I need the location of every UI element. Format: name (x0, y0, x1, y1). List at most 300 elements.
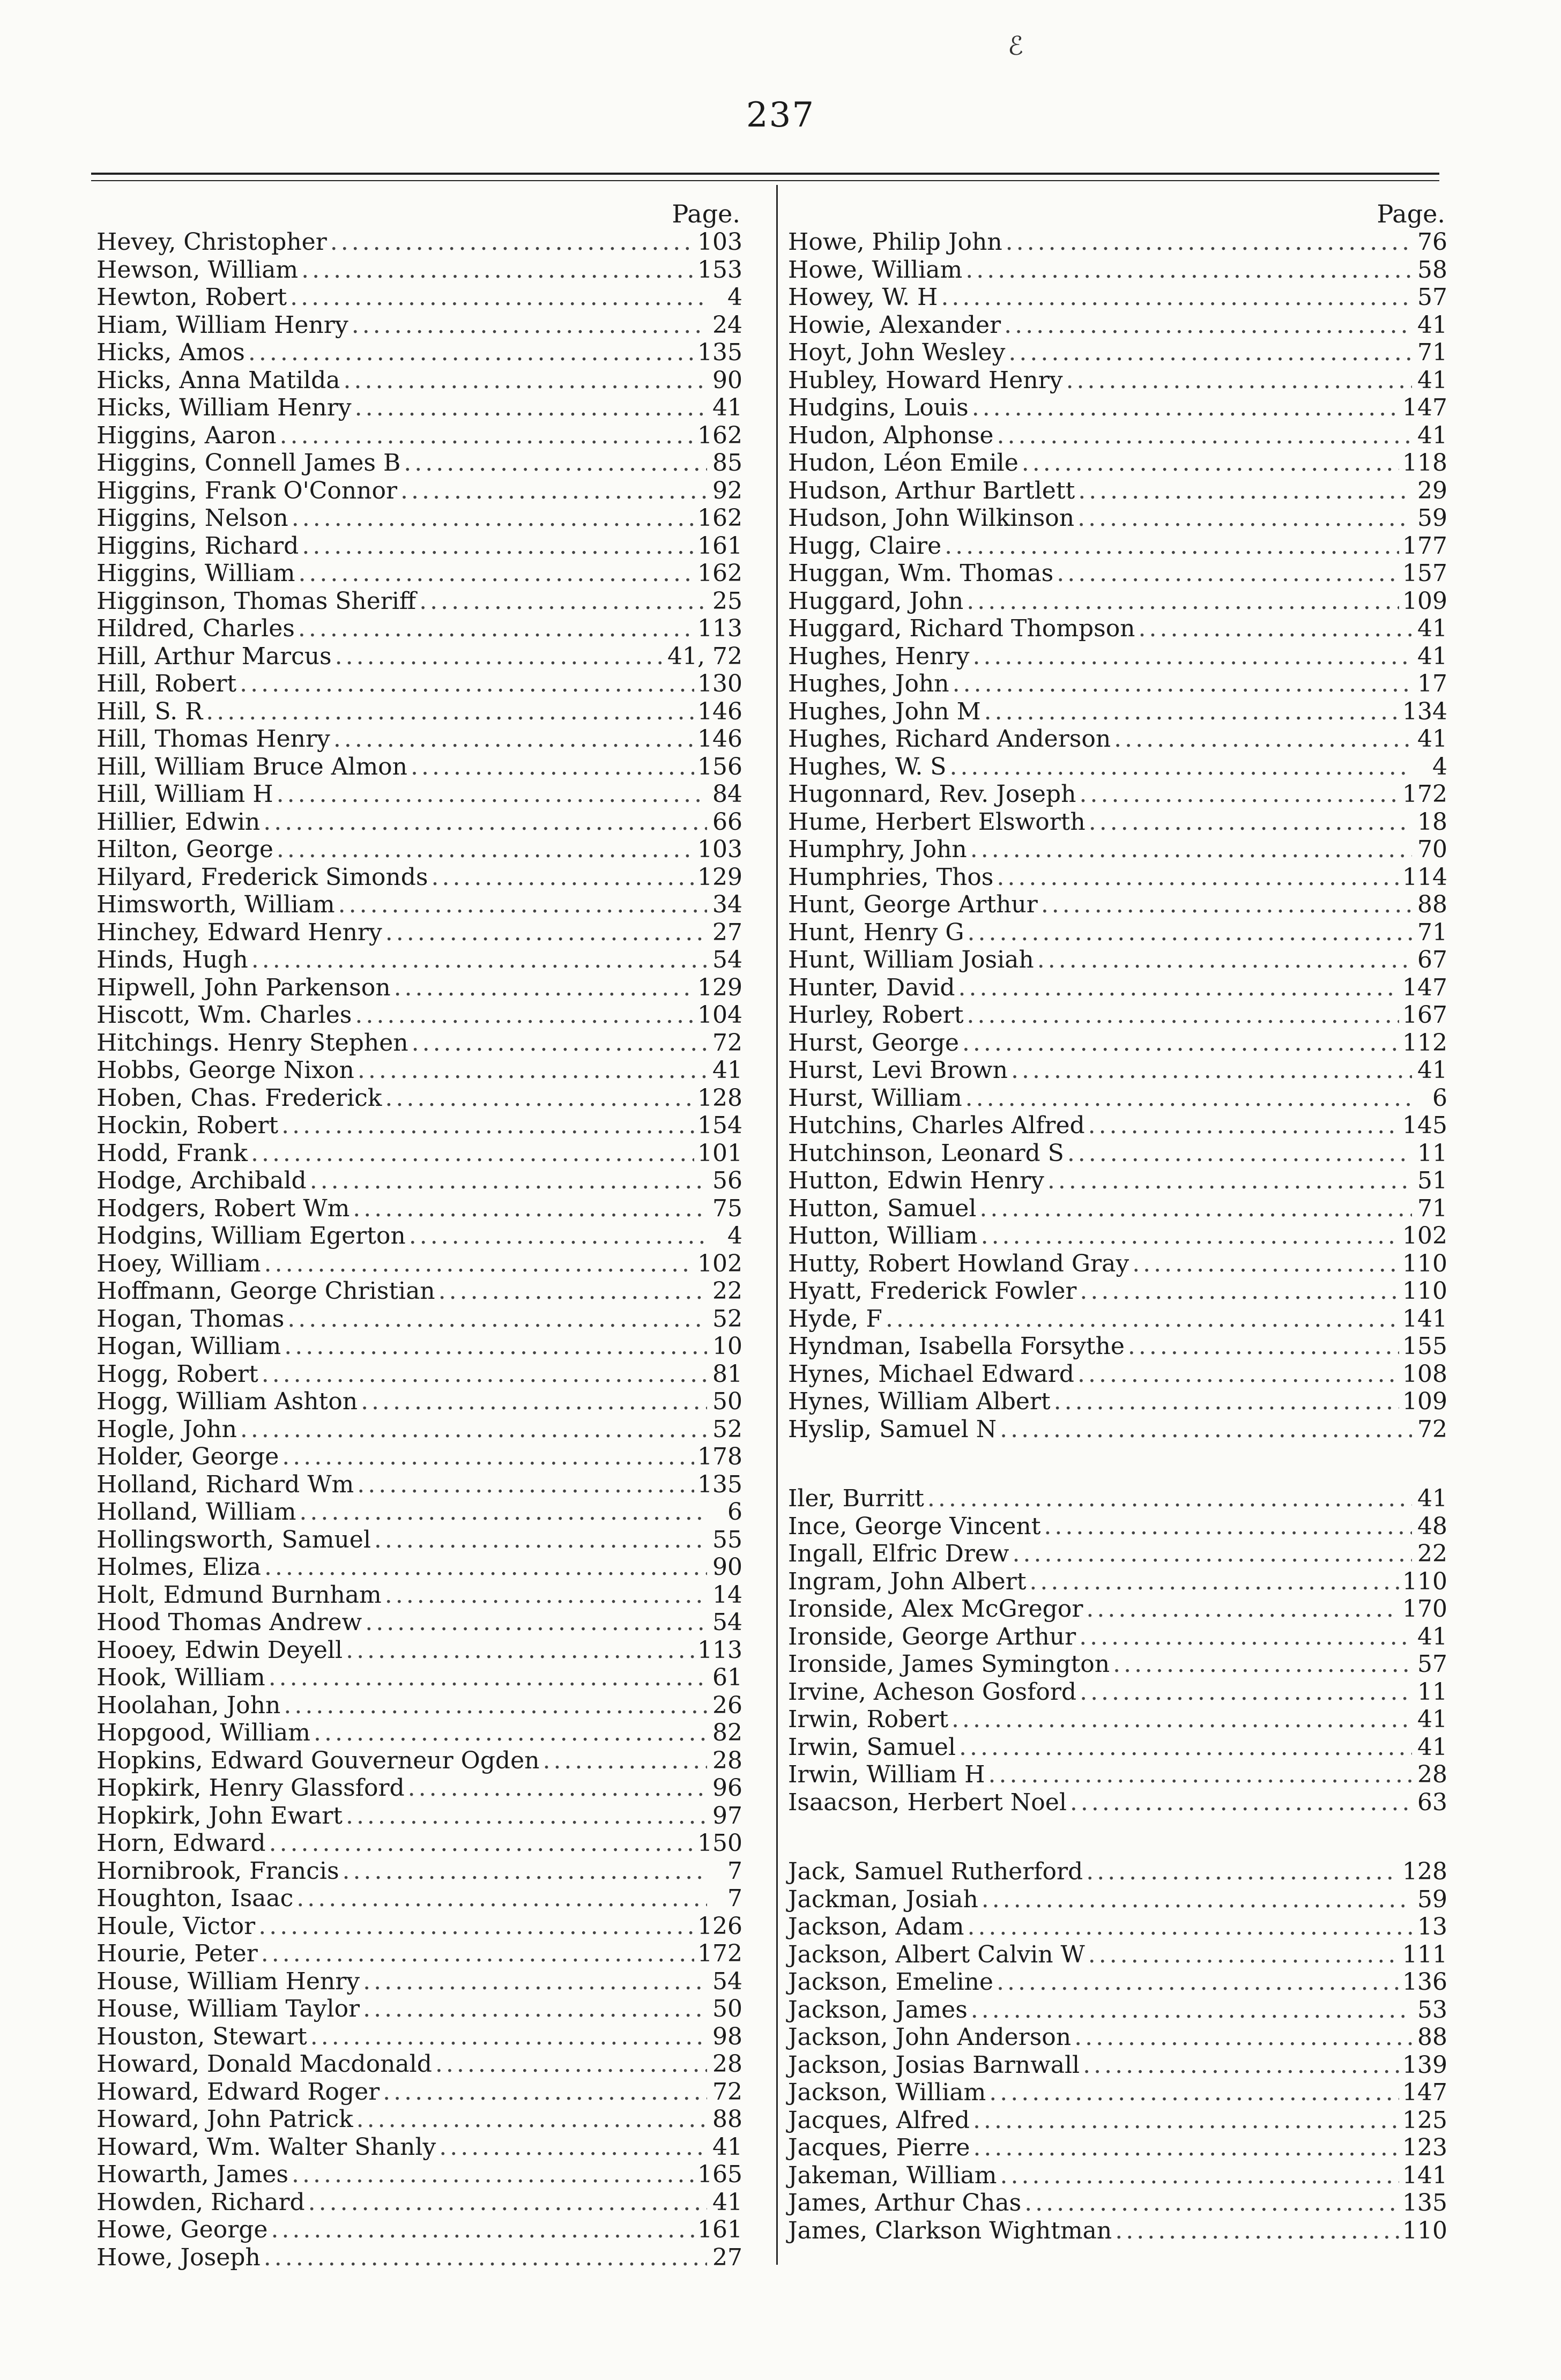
entry-name: Higgins, Richard (96, 532, 299, 560)
entry-page: 41 (1417, 1706, 1447, 1733)
entry-page: 72 (1417, 1415, 1447, 1443)
dot-leader (945, 532, 1399, 560)
index-entry (96, 974, 742, 1002)
dot-leader (361, 1388, 707, 1416)
entry-page: 27 (712, 2243, 742, 2271)
entry-name: House, William Henry (96, 1967, 360, 1995)
index-entry (96, 477, 742, 505)
dot-leader (338, 891, 707, 919)
entry-page: 57 (1417, 284, 1447, 311)
entry-page: 103 (697, 836, 742, 863)
entry-page: 112 (1402, 1029, 1447, 1057)
entry-name: Hudson, Arthur Bartlett (788, 477, 1075, 504)
entry-name: Howard, Donald Macdonald (96, 2050, 432, 2078)
dot-leader (1079, 1623, 1412, 1651)
entry-name: Huggard, John (788, 587, 964, 615)
index-entry (788, 532, 1447, 560)
entry-name: Hewson, William (96, 256, 299, 284)
dot-leader (314, 1719, 707, 1747)
index-entry (788, 1167, 1447, 1195)
dot-leader (965, 1084, 1412, 1112)
index-entry (96, 1885, 742, 1913)
dot-leader (1080, 1277, 1399, 1305)
entry-page: 110 (1402, 1567, 1447, 1595)
entry-page: 66 (712, 808, 742, 836)
dot-leader (967, 919, 1412, 947)
index-entry (788, 1913, 1447, 1941)
dot-leader (1012, 1540, 1412, 1568)
index-entry (96, 836, 742, 864)
entry-name: Hinchey, Edward Henry (96, 918, 382, 946)
entry-name: Hughes, Henry (788, 642, 970, 670)
entry-name: Hogg, Robert (96, 1360, 258, 1388)
dot-leader (385, 1581, 707, 1609)
entry-name: Hill, Thomas Henry (96, 725, 330, 753)
entry-page: 161 (697, 532, 742, 560)
dot-leader (997, 422, 1412, 450)
dot-leader (973, 2107, 1399, 2134)
dot-leader (264, 1250, 694, 1278)
index-entry (788, 1761, 1447, 1789)
index-entry (788, 477, 1447, 505)
entry-name: Hyslip, Samuel N (788, 1415, 997, 1443)
entry-page: 97 (712, 1802, 742, 1829)
index-entry (96, 780, 742, 808)
entry-page: 41 (1417, 642, 1447, 670)
index-entry (96, 753, 742, 781)
entry-name: Howe, Philip John (788, 228, 1002, 256)
entry-page: 41 (712, 2188, 742, 2216)
index-entry (96, 2023, 742, 2051)
entry-name: Howey, W. H (788, 284, 938, 311)
entry-page: 162 (697, 421, 742, 449)
entry-page: 98 (712, 2022, 742, 2050)
index-entry (96, 1857, 742, 1885)
entry-page: 71 (1417, 1194, 1447, 1222)
entry-page: 82 (712, 1719, 742, 1746)
dot-leader (972, 643, 1412, 671)
entry-page: 129 (697, 863, 742, 891)
page-column-label: Page. (672, 199, 740, 228)
entry-page: 55 (712, 1526, 742, 1553)
dot-leader (927, 1485, 1412, 1513)
entry-name: Hildred, Charles (96, 615, 295, 642)
dot-leader (438, 1277, 707, 1305)
entry-name: Hicks, William Henry (96, 394, 352, 421)
dot-leader (1029, 1568, 1399, 1596)
entry-page: 125 (1402, 2106, 1447, 2134)
dot-leader (298, 615, 694, 643)
index-entry (788, 504, 1447, 532)
dot-leader (277, 836, 694, 864)
entry-page: 41 (1417, 1623, 1447, 1650)
dot-leader (1139, 615, 1412, 643)
index-entry (96, 643, 742, 671)
entry-page: 88 (1417, 891, 1447, 918)
index-entry (96, 2133, 742, 2161)
dot-leader (988, 1761, 1412, 1789)
index-entry (788, 394, 1447, 422)
entry-name: Humphry, John (788, 836, 967, 863)
index-entry (96, 2189, 742, 2217)
entry-page: 75 (712, 1194, 742, 1222)
dot-leader (952, 1706, 1412, 1734)
dot-leader (982, 1886, 1412, 1914)
entry-page: 54 (712, 946, 742, 973)
entry-page: 147 (1402, 2079, 1447, 2106)
dot-leader (971, 1996, 1412, 2024)
entry-name: Hurst, George (788, 1029, 959, 1057)
index-entry (96, 1305, 742, 1333)
entry-name: Hudson, John Wilkinson (788, 504, 1075, 532)
dot-leader (383, 2078, 707, 2106)
index-entry (96, 1277, 742, 1305)
entry-name: Hiscott, Wm. Charles (96, 1001, 352, 1029)
entry-name: Hicks, Amos (96, 339, 245, 366)
index-entry (96, 2244, 742, 2272)
entry-page: 67 (1417, 946, 1447, 973)
entry-name: Hook, William (96, 1664, 265, 1691)
index-entry (96, 532, 742, 560)
index-entry (96, 698, 742, 726)
dot-leader (358, 1057, 707, 1084)
entry-page: 56 (712, 1167, 742, 1194)
entry-name: Hodgins, William Egerton (96, 1222, 406, 1250)
entry-name: Irwin, Samuel (788, 1733, 956, 1761)
index-entry (96, 1222, 742, 1250)
index-entry (96, 1333, 742, 1360)
index-entry (96, 1581, 742, 1609)
dot-leader (1057, 560, 1399, 587)
entry-page: 141 (1402, 1305, 1447, 1333)
entry-page: 57 (1417, 1650, 1447, 1678)
dot-leader (310, 1167, 707, 1195)
entry-name: Iler, Burritt (788, 1485, 924, 1512)
index-entry (96, 1913, 742, 1940)
entry-name: Hill, Arthur Marcus (96, 642, 332, 670)
entry-page: 18 (1417, 808, 1447, 836)
index-entry (788, 864, 1447, 891)
dot-leader (1088, 1941, 1399, 1969)
index-entry (788, 256, 1447, 284)
entry-page: 92 (712, 477, 742, 504)
entry-page: 53 (1417, 1996, 1447, 2024)
index-entry (788, 1305, 1447, 1333)
dot-leader (258, 1913, 694, 1940)
index-entry (96, 560, 742, 587)
entry-page: 61 (712, 1664, 742, 1691)
index-entry (788, 836, 1447, 864)
index-entry (96, 1001, 742, 1029)
index-entry (788, 670, 1447, 698)
index-entry (96, 1140, 742, 1167)
entry-name: Howe, Joseph (96, 2243, 261, 2271)
dot-leader (261, 1940, 694, 1968)
entry-page: 172 (1402, 780, 1447, 808)
entry-page: 146 (697, 697, 742, 725)
entry-page: 50 (712, 1995, 742, 2022)
entry-page: 113 (697, 615, 742, 642)
entry-name: Hurst, Levi Brown (788, 1057, 1008, 1084)
index-entry (788, 1650, 1447, 1678)
index-entry (96, 1553, 742, 1581)
dot-leader (355, 1001, 694, 1029)
dot-leader (1114, 725, 1412, 753)
index-entry (788, 891, 1447, 919)
index-entry (788, 1886, 1447, 1914)
dot-leader (251, 946, 707, 974)
dot-leader (301, 256, 694, 284)
dot-leader (959, 1734, 1412, 1761)
entry-name: Higgins, Connell James B (96, 449, 401, 477)
dot-leader (330, 228, 694, 256)
entry-name: Jackson, Josias Barnwall (788, 2051, 1080, 2079)
dot-leader (981, 1222, 1399, 1250)
dot-leader (292, 504, 694, 532)
entry-name: Hill, William H (96, 780, 273, 808)
entry-name: Holder, George (96, 1443, 279, 1470)
entry-page: 6 (1432, 1084, 1447, 1112)
index-entry (96, 504, 742, 532)
index-entry (96, 2106, 742, 2133)
entry-page: 51 (1417, 1167, 1447, 1194)
entry-name: Hunt, William Josiah (788, 946, 1034, 973)
entry-name: Irvine, Acheson Gosford (788, 1678, 1077, 1706)
dot-leader (886, 1305, 1399, 1333)
entry-name: Hutton, Samuel (788, 1194, 977, 1222)
dot-leader (264, 1553, 707, 1581)
index-entry (788, 228, 1447, 256)
entry-name: Higgins, William (96, 560, 295, 587)
entry-page: 129 (697, 973, 742, 1001)
dot-leader (269, 1664, 707, 1692)
entry-page: 135 (1402, 2189, 1447, 2217)
entry-name: Hutton, Edwin Henry (788, 1167, 1044, 1194)
dot-leader (1008, 339, 1412, 367)
entry-page: 76 (1417, 228, 1447, 256)
dot-leader (1128, 1333, 1399, 1360)
index-entry (788, 1333, 1447, 1360)
entry-name: Hutchins, Charles Alfred (788, 1112, 1085, 1139)
entry-name: Hunt, George Arthur (788, 891, 1038, 918)
entry-name: Howard, John Patrick (96, 2106, 353, 2133)
entry-page: 178 (697, 1443, 742, 1470)
index-entry (788, 2051, 1447, 2079)
entry-page: 52 (712, 1305, 742, 1333)
dot-leader (404, 449, 707, 477)
entry-page: 54 (712, 1609, 742, 1636)
dot-leader (284, 1692, 707, 1720)
index-entry (788, 753, 1447, 781)
index-entry (788, 311, 1447, 339)
index-entry (788, 1858, 1447, 1886)
index-entry (96, 864, 742, 891)
index-entry (96, 919, 742, 947)
entry-name: Hopkirk, John Ewart (96, 1802, 343, 1829)
entry-page: 128 (697, 1084, 742, 1112)
entry-page: 4 (1432, 753, 1447, 780)
entry-page: 41 (1417, 311, 1447, 339)
dot-leader (343, 367, 707, 395)
page-number: 237 (746, 95, 815, 135)
entry-page: 4 (727, 1222, 742, 1250)
index-entry (788, 808, 1447, 836)
dot-leader (282, 1443, 694, 1471)
entry-name: Hudon, Léon Emile (788, 449, 1019, 477)
entry-name: Jackson, Adam (788, 1913, 964, 1940)
index-entry (788, 946, 1447, 974)
dot-leader (363, 1968, 707, 1996)
entry-page: 72 (712, 1029, 742, 1057)
entry-page: 157 (1402, 560, 1447, 587)
index-entry (788, 2189, 1447, 2217)
dot-leader (411, 753, 694, 781)
entry-name: James, Arthur Chas (788, 2189, 1022, 2217)
index-entry (96, 2161, 742, 2189)
page-column-label: Page. (1377, 199, 1445, 228)
entry-page: 162 (697, 560, 742, 587)
entry-page: 111 (1402, 1940, 1447, 1968)
entry-name: Hoolahan, John (96, 1691, 281, 1719)
index-entry (788, 919, 1447, 947)
entry-name: Howard, Wm. Walter Shanly (96, 2133, 436, 2161)
entry-page: 101 (697, 1139, 742, 1167)
dot-leader (967, 1001, 1399, 1029)
index-entry (788, 2107, 1447, 2134)
entry-name: Howe, William (788, 256, 963, 284)
dot-leader (408, 1774, 707, 1802)
index-entry (96, 1940, 742, 1968)
entry-page: 4 (727, 284, 742, 311)
index-entry (788, 698, 1447, 726)
dot-leader (979, 1195, 1412, 1223)
entry-page: 135 (697, 339, 742, 366)
entry-page: 63 (1417, 1788, 1447, 1816)
entry-page: 85 (712, 449, 742, 477)
entry-page: 59 (1417, 1885, 1447, 1913)
index-entry (96, 311, 742, 339)
entry-page: 155 (1402, 1333, 1447, 1360)
index-entry (96, 1747, 742, 1775)
dot-leader (1070, 1789, 1412, 1817)
index-entry (788, 1623, 1447, 1651)
index-entry (96, 367, 742, 395)
index-entry (96, 1029, 742, 1057)
index-entry (96, 1360, 742, 1388)
dot-leader (1078, 477, 1412, 505)
dot-leader (941, 284, 1412, 311)
entry-page: 154 (697, 1112, 742, 1139)
entry-name: Hitchings. Henry Stephen (96, 1029, 408, 1057)
index-entry (788, 449, 1447, 477)
entry-name: Holland, Richard Wm (96, 1470, 354, 1498)
entry-name: Hyde, F (788, 1305, 882, 1333)
index-entry (788, 1029, 1447, 1057)
header-rule (91, 173, 1439, 175)
index-entry (96, 2216, 742, 2244)
dot-leader (400, 477, 707, 505)
dot-leader (1041, 891, 1412, 919)
dot-leader (409, 1222, 707, 1250)
dot-leader (989, 2079, 1399, 2107)
dot-leader (972, 394, 1399, 422)
entry-page: 41 (1417, 421, 1447, 449)
index-entry (96, 808, 742, 836)
entry-page: 25 (712, 587, 742, 615)
entry-page: 135 (697, 1470, 742, 1498)
entry-page: 14 (712, 1581, 742, 1609)
dot-leader (385, 1084, 694, 1112)
index-entry (788, 615, 1447, 643)
entry-page: 113 (697, 1636, 742, 1664)
entry-page: 28 (1417, 1761, 1447, 1788)
column-divider (776, 185, 778, 2265)
dot-leader (308, 2189, 707, 2217)
entry-name: Holmes, Eliza (96, 1553, 261, 1581)
entry-name: House, William Taylor (96, 1995, 360, 2022)
entry-name: Hopkirk, Henry Glassford (96, 1774, 405, 1802)
entry-name: Howie, Alexander (788, 311, 1001, 339)
dot-leader (346, 1802, 707, 1830)
entry-name: Hogan, William (96, 1333, 281, 1360)
entry-name: Hobbs, George Nixon (96, 1057, 354, 1084)
entry-name: Hudgins, Louis (788, 394, 969, 421)
dot-leader (248, 339, 694, 367)
entry-name: Hodge, Archibald (96, 1167, 307, 1194)
dot-leader (1115, 2217, 1399, 2245)
index-entry (96, 2050, 742, 2078)
index-entry (96, 1802, 742, 1830)
dot-leader (1000, 2162, 1399, 2190)
index-entry (96, 449, 742, 477)
entry-page: 7 (727, 1885, 742, 1912)
entry-name: Irwin, Robert (788, 1706, 948, 1733)
index-entry (788, 1001, 1447, 1029)
entry-page: 7 (727, 1857, 742, 1885)
entry-page: 50 (712, 1388, 742, 1415)
entry-name: Jackman, Josiah (788, 1885, 978, 1913)
entry-name: Hudon, Alphonse (788, 421, 994, 449)
index-entry (788, 2162, 1447, 2190)
entry-page: 136 (1402, 1968, 1447, 1996)
dot-leader (394, 974, 694, 1002)
index-entry (788, 1513, 1447, 1541)
index-entry (788, 2217, 1447, 2245)
entry-page: 162 (697, 504, 742, 532)
entry-name: Hill, Robert (96, 670, 237, 697)
dot-leader (251, 1140, 694, 1167)
entry-name: Hopkins, Edward Gouverneur Ogden (96, 1746, 540, 1774)
dot-leader (1037, 946, 1412, 974)
entry-page: 156 (697, 753, 742, 780)
dot-leader (1079, 780, 1399, 808)
index-entry (96, 1471, 742, 1499)
index-entry (788, 560, 1447, 587)
entry-name: Hurst, William (788, 1084, 962, 1112)
entry-page: 134 (1402, 697, 1447, 725)
index-entry (788, 725, 1447, 753)
entry-name: Himsworth, William (96, 891, 335, 918)
entry-page: 88 (712, 2106, 742, 2133)
dot-leader (1000, 1416, 1412, 1444)
index-entry (96, 1416, 742, 1444)
dot-leader (385, 919, 707, 947)
dot-leader (264, 2244, 707, 2272)
entry-page: 118 (1402, 449, 1447, 477)
index-entry (96, 256, 742, 284)
dot-leader (1080, 1678, 1412, 1706)
entry-page: 88 (1417, 2024, 1447, 2051)
